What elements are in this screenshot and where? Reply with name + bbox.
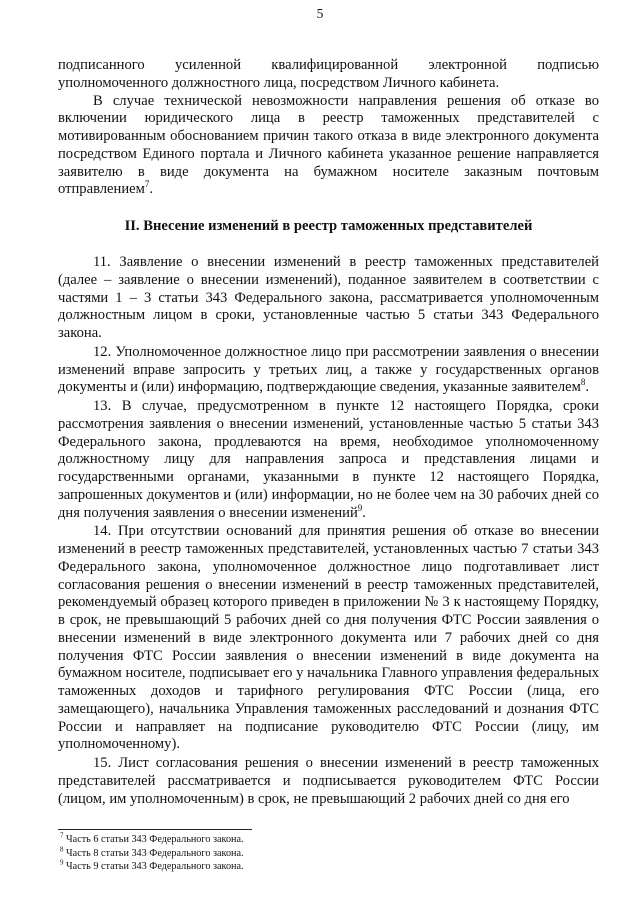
paragraph-end: . [362,504,366,521]
footnote-9 [60,860,460,874]
paragraph-text: 11. Заявление о внесении изменений в реестр таможенных представителей (далее – заявление о внесении изменений), поданное заявителем в соответствии с частями 1 – 3 статьи 343 Федерального закона, рассматривается уполномоченным должностным лицом в сроки, установленные частью 5 статьи 343 Федерального закона. [58,254,599,341]
footnote-divider [58,829,252,830]
footnote-7 [60,833,460,847]
footnote-mark: 7 [60,831,64,840]
paragraph-15 [58,755,599,808]
footnotes [60,833,460,874]
paragraph-text: 14. При отсутствии оснований для принятия решения об отказе во внесении изменений в реестр таможенных представителей, установленных частью 7 статьи 343 Федерального закона, уполномоченное должностное лицо подготавливает лист согласования решения о внесении изменений в реестр таможенных представителей, рекомендуемый образец которого приведен в приложении № 3 к настоящему Порядку, в срок, не превышающий 5 рабочих дней со дня получения ФТС России заявления о внесении изменений в виде электронного документа или 7 рабочих дней со дня получения ФТС России заявления о внесении изменений в виде документа на бумажном носителе, подписывает его у начальника Главного управления федеральных таможенных доходов и тарифного регулирования ФТС России (лица, его замещающего), начальника Управления таможенных расследований и дознания ФТС России и направляет на подписание руководителю ФТС России (лицу, им уполномоченному). [58,523,599,753]
footnote-mark: 8 [60,845,64,854]
paragraph-13 [58,398,599,522]
paragraph-continued [58,57,599,93]
paragraph-12 [58,344,599,397]
paragraph-technical-impossibility [58,93,599,200]
footnote-text: Часть 6 статьи 343 Федерального закона. [63,834,244,845]
paragraph-14 [58,523,599,754]
page-number: 5 [316,6,324,21]
footnote-ref-9: 9 [357,502,363,513]
paragraph-end: . [585,379,590,396]
paragraph-end: . [149,181,154,198]
footnote-text: Часть 9 статьи 343 Федерального закона. [63,861,244,873]
document-body [58,57,599,808]
section-heading: II. Внесение изменений в реестр таможенных представителей [124,218,533,234]
footnote-mark: 9 [60,858,64,867]
paragraph-text: В случае технической невозможности направления решения об отказе во включении юридического лица в реестр таможенных представителей с мотивированным обоснованием причин такого отказа в виде электронного документа посредством Единого портала и Личного кабинета указанное решение направляется заявителю в виде документа на бумажном носителе заказным почтовым отправлением [58,92,599,198]
paragraph-text: 15. Лист согласования решения о внесении изменений в реестр таможенных представителей рассматривается и подписывается руководителем ФТС России (лицом, им уполномоченным) в срок, не превышающий 2 рабочих дней со дня его [58,755,599,807]
footnote-text: Часть 8 статьи 343 Федерального закона. [63,847,244,859]
footnote-8 [60,847,460,861]
paragraph-11 [58,254,599,343]
paragraph-text: 12. Уполномоченное должностное лицо при рассмотрении заявления о внесении изменений вправе запросить у третьих лиц, а также у государственных органов документы и (или) информацию, подтверждающие сведения, указанные заявителем [58,343,599,396]
paragraph-text: 13. В случае, предусмотренном в пункте 12 настоящего Порядка, сроки рассмотрения заявления о внесении изменений, установленные частью 5 статьи 343 Федерального закона, продлеваются на время, необходимое уполномоченному должностному лицу для направления запроса и представления лицами и государственными органами, указанными в пункте 12 настоящего Порядка, запрошенных документов и (или) информации, но не более чем на 30 рабочих дней со дня получения заявления о внесении изменений [58,398,599,521]
footnote-ref-7: 7 [144,179,150,190]
footnote-ref-8: 8 [580,377,586,388]
paragraph-text: подписанного усиленной квалифицированной электронной подписью уполномоченного должностного лица, посредством Личного кабинета. [58,57,599,91]
